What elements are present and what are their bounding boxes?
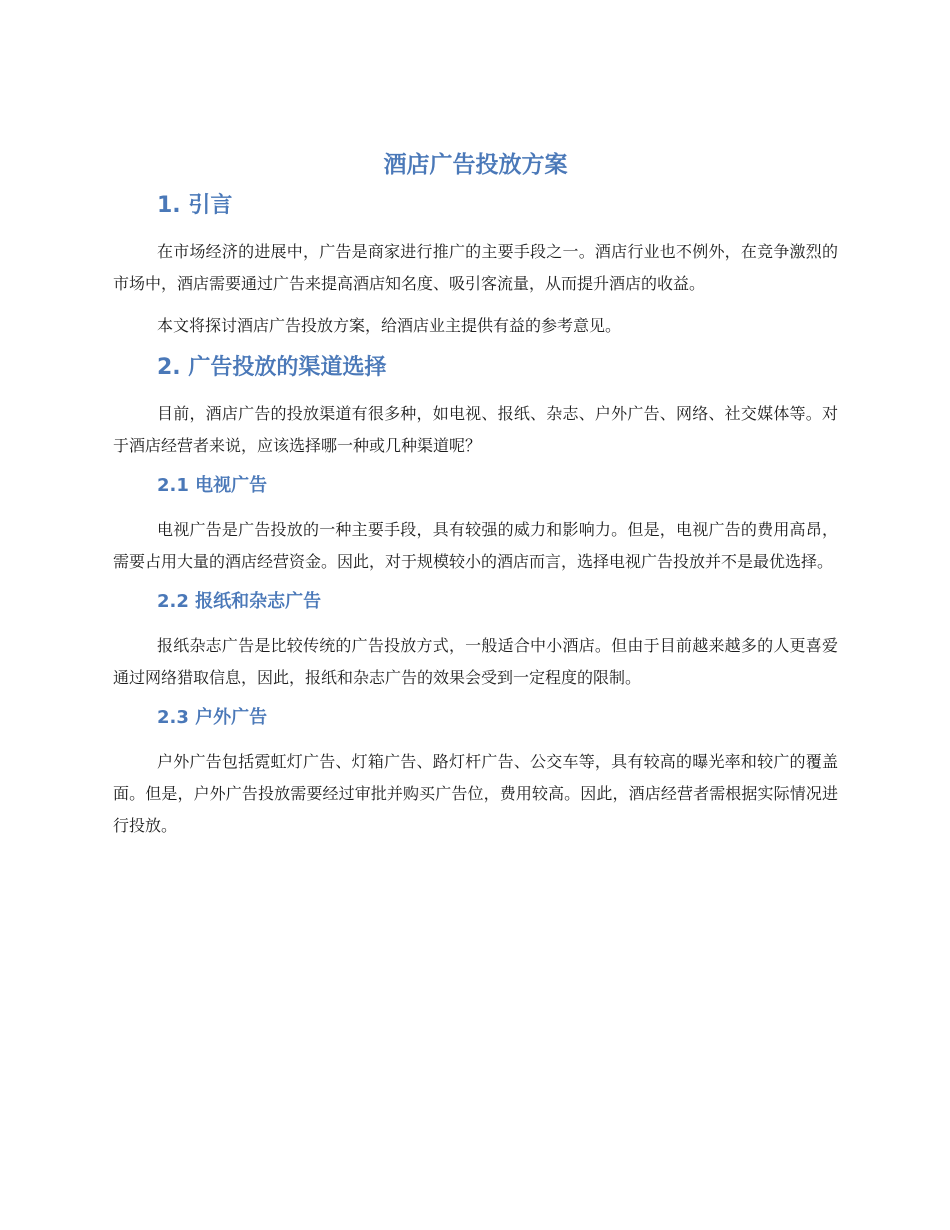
subsection-heading-print-ads: 2.2 报纸和杂志广告 xyxy=(157,591,322,612)
subsection-heading-outdoor-ads: 2.3 户外广告 xyxy=(157,707,268,728)
outdoor-ads-paragraph: 户外广告包括霓虹灯广告、灯箱广告、路灯杆广告、公交车等，具有较高的曝光率和较广的覆盖面。但是，户外广告投放需要经过审批并购买广告位，费用较高。因此，酒店经营者需根据实际情况进行投放。 xyxy=(113,752,838,835)
intro-paragraph-2: 本文将探讨酒店广告投放方案，给酒店业主提供有益的参考意见。 xyxy=(157,316,622,335)
channel-paragraph-1: 目前，酒店广告的投放渠道有很多种，如电视、报纸、杂志、户外广告、网络、社交媒体等。对于酒店经营者来说，应该选择哪一种或几种渠道呢？ xyxy=(113,404,838,455)
intro-paragraph-1: 在市场经济的进展中，广告是商家进行推广的主要手段之一。酒店行业也不例外，在竞争激烈的市场中，酒店需要通过广告来提高酒店知名度、吸引客流量，从而提升酒店的收益。 xyxy=(113,242,838,293)
document-body xyxy=(113,150,838,842)
document-title: 酒店广告投放方案 xyxy=(383,152,568,178)
section-heading-channel-selection: 2. 广告投放的渠道选择 xyxy=(157,355,387,380)
print-ads-paragraph: 报纸杂志广告是比较传统的广告投放方式，一般适合中小酒店。但由于目前越来越多的人更喜爱通过网络猎取信息，因此，报纸和杂志广告的效果会受到一定程度的限制。 xyxy=(113,636,838,687)
section-heading-introduction: 1. 引言 xyxy=(157,193,233,218)
subsection-heading-tv-ads: 2.1 电视广告 xyxy=(157,475,268,496)
tv-ads-paragraph: 电视广告是广告投放的一种主要手段，具有较强的威力和影响力。但是，电视广告的费用高昂，需要占用大量的酒店经营资金。因此，对于规模较小的酒店而言，选择电视广告投放并不是最优选择。 xyxy=(113,520,838,571)
